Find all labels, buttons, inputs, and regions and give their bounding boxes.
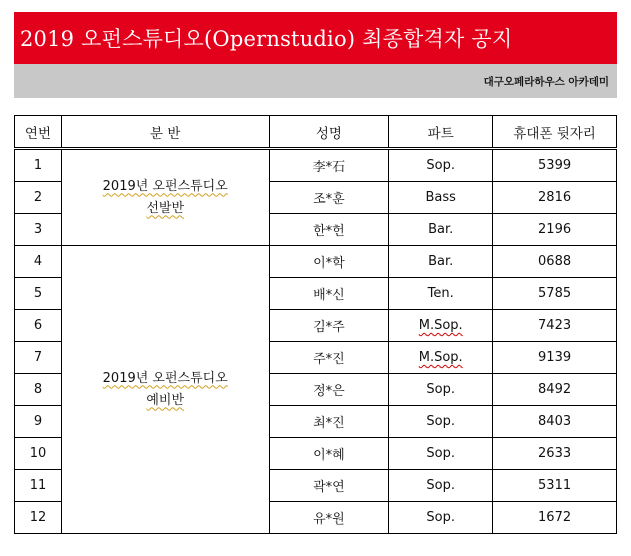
row-name: 정*은 xyxy=(269,374,389,406)
row-phone: 7423 xyxy=(493,310,617,342)
row-name: 김*주 xyxy=(269,310,389,342)
row-phone: 8403 xyxy=(493,406,617,438)
row-phone: 5785 xyxy=(493,278,617,310)
row-phone: 5399 xyxy=(493,149,617,182)
class-group-line2: 예비반 xyxy=(146,392,185,408)
table-header-row xyxy=(15,116,617,149)
row-name: 조*훈 xyxy=(269,182,389,214)
row-name: 곽*연 xyxy=(269,470,389,502)
column-header-phone: 휴대폰 뒷자리 xyxy=(493,116,617,149)
row-number: 4 xyxy=(15,246,62,278)
row-name: 한*헌 xyxy=(269,214,389,246)
class-group-selected xyxy=(61,149,269,246)
table-row xyxy=(15,246,617,278)
row-part: M.Sop. xyxy=(389,342,493,374)
row-number: 9 xyxy=(15,406,62,438)
row-number: 5 xyxy=(15,278,62,310)
row-number: 2 xyxy=(15,182,62,214)
row-name: 배*신 xyxy=(269,278,389,310)
class-group-line1: 2019년 오펀스튜디오 xyxy=(102,178,228,194)
row-phone: 2196 xyxy=(493,214,617,246)
row-name: 이*혜 xyxy=(269,438,389,470)
table-row xyxy=(15,149,617,182)
class-group-line1: 2019년 오펀스튜디오 xyxy=(102,370,228,386)
row-part: Sop. xyxy=(389,374,493,406)
results-table xyxy=(14,115,617,534)
row-number: 11 xyxy=(15,470,62,502)
column-header-number: 연번 xyxy=(15,116,62,149)
row-part: Bass xyxy=(389,182,493,214)
row-number: 3 xyxy=(15,214,62,246)
row-part: Sop. xyxy=(389,438,493,470)
row-part: M.Sop. xyxy=(389,310,493,342)
row-phone: 0688 xyxy=(493,246,617,278)
row-name: 李*石 xyxy=(269,149,389,182)
row-part: Bar. xyxy=(389,214,493,246)
row-name: 최*진 xyxy=(269,406,389,438)
row-number: 1 xyxy=(15,149,62,182)
row-part: Sop. xyxy=(389,149,493,182)
row-name: 이*학 xyxy=(269,246,389,278)
row-phone: 9139 xyxy=(493,342,617,374)
row-part: Sop. xyxy=(389,470,493,502)
row-part: Sop. xyxy=(389,502,493,534)
column-header-name: 성명 xyxy=(269,116,389,149)
row-part: Bar. xyxy=(389,246,493,278)
row-number: 6 xyxy=(15,310,62,342)
class-group-reserve xyxy=(61,246,269,534)
row-phone: 5311 xyxy=(493,470,617,502)
row-number: 8 xyxy=(15,374,62,406)
title-banner xyxy=(14,12,617,64)
row-number: 7 xyxy=(15,342,62,374)
row-phone: 2816 xyxy=(493,182,617,214)
row-number: 12 xyxy=(15,502,62,534)
row-phone: 1672 xyxy=(493,502,617,534)
page-title: 2019 오펀스튜디오(Opernstudio) 최종합격자 공지 xyxy=(20,27,513,51)
row-phone: 2633 xyxy=(493,438,617,470)
organization-name: 대구오페라하우스 아카데미 xyxy=(483,76,609,88)
row-part: Ten. xyxy=(389,278,493,310)
row-name: 주*진 xyxy=(269,342,389,374)
column-header-class: 분 반 xyxy=(61,116,269,149)
subheader-bar xyxy=(14,64,617,98)
row-name: 유*원 xyxy=(269,502,389,534)
row-phone: 8492 xyxy=(493,374,617,406)
column-header-part: 파트 xyxy=(389,116,493,149)
row-part: Sop. xyxy=(389,406,493,438)
class-group-line2: 선발반 xyxy=(146,200,185,216)
row-number: 10 xyxy=(15,438,62,470)
